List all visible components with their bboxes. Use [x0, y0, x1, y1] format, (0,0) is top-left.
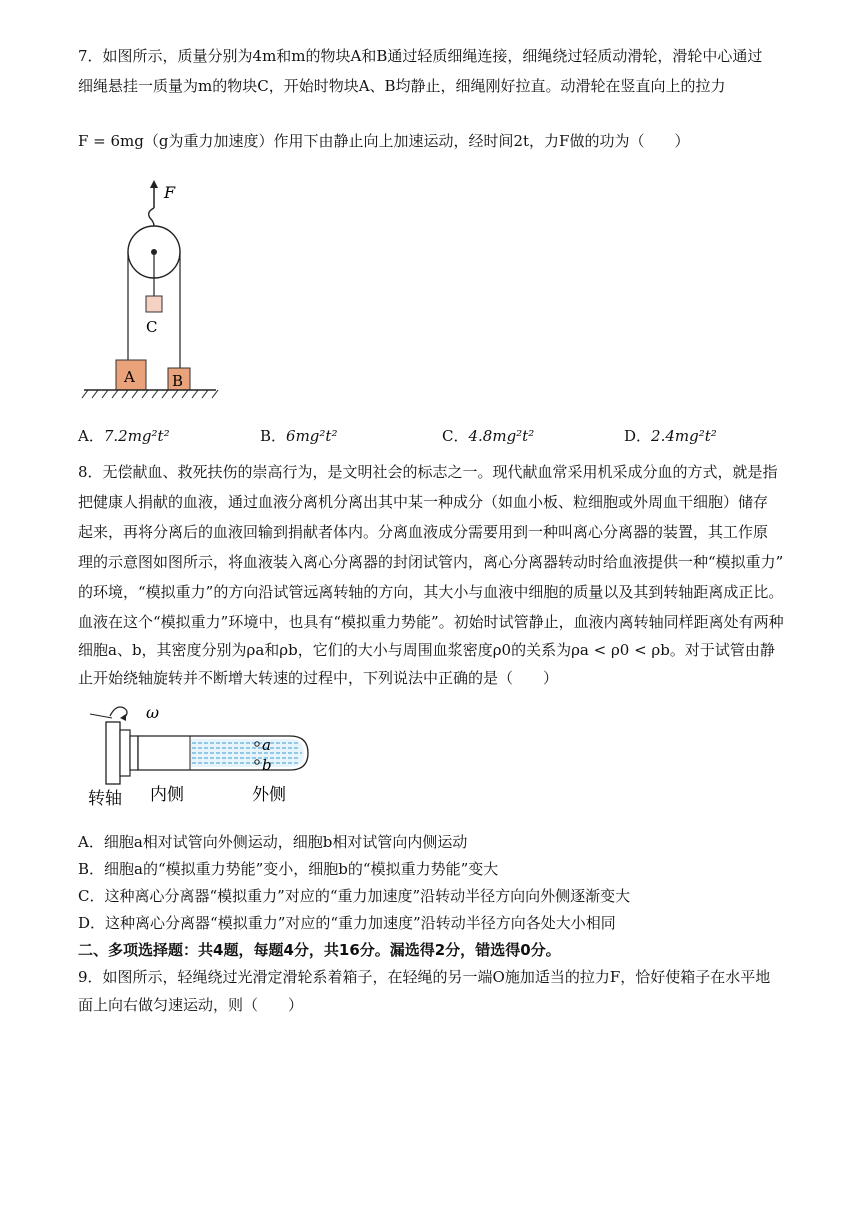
- q8-line-5: 的环境，“模拟重力”的方向沿试管远离转轴的方向，其大小与血液中细胞的质量以及其到转轴距离成正比。: [78, 583, 784, 601]
- q7-option-d[interactable]: D．2.4mg²t²: [624, 427, 717, 445]
- section-2-heading: 二、多项选择题：共4题，每题4分，共16分。漏选得2分，错选得0分。: [78, 941, 561, 959]
- block-a-label: A: [124, 368, 135, 386]
- force-label: F: [164, 183, 176, 202]
- q7-option-b[interactable]: B．6mg²t²: [260, 427, 338, 445]
- q8-line-7: 细胞a、b，其密度分别为ρa和ρb，它们的大小与周围血浆密度ρ0的关系为ρa < ρ0 < ρb。对于试管由静: [78, 641, 775, 659]
- q8-line-6: 血液在这个“模拟重力”环境中，也具有“模拟重力势能”。初始时试管静止，血液内离转轴同样距离处有两种: [78, 613, 784, 631]
- q9-line-1: 9．如图所示，轻绳绕过光滑定滑轮系着箱子，在轻绳的另一端O施加适当的拉力F，恰好使箱子在水平地: [78, 968, 771, 986]
- q7-line-1: 7．如图所示，质量分别为4m和m的物块A和B通过轻质细绳连接，细绳绕过轻质动滑轮，滑轮中心通过: [78, 47, 763, 65]
- q8-line-8: 止开始绕轴旋转并不断增大转速的过程中，下列说法中正确的是（ ）: [78, 669, 559, 687]
- q8-line-2: 把健康人捐献的血液，通过血液分离机分离出其中某一种成分（如血小板、粒细胞或外周血干细胞）储存: [78, 493, 769, 511]
- q7-option-c[interactable]: C．4.8mg²t²: [442, 427, 535, 445]
- omega-label: ω: [146, 703, 160, 722]
- centrifuge-figure: [80, 700, 330, 810]
- q8-line-1: 8．无偿献血、救死扶伤的崇高行为，是文明社会的标志之一。现代献血常采用机采成分血的方式，就是指: [78, 463, 778, 481]
- q7-line-3: F = 6mg（g为重力加速度）作用下由静止向上加速运动，经时间2t，力F做的功为（ ）: [78, 132, 690, 150]
- q9-line-2: 面上向右做匀速运动，则（ ）: [78, 996, 304, 1014]
- block-b-label: B: [172, 372, 184, 390]
- q8-line-4: 理的示意图如图所示，将血液装入离心分离器的封闭试管内，离心分离器转动时给血液提供一种“模拟重力”: [78, 553, 784, 571]
- q7-line-2: 细绳悬挂一质量为m的物块C，开始时物块A、B均静止，细绳刚好拉直。动滑轮在竖直向上的拉力: [78, 77, 726, 95]
- outer-label: 外侧: [252, 785, 286, 805]
- q8-option-a[interactable]: A．细胞a相对试管向外侧运动，细胞b相对试管向内侧运动: [78, 833, 468, 851]
- q8-line-3: 起来，再将分离后的血液回输到捐献者体内。分离血液成分需要用到一种叫离心分离器的装置，其工作原: [78, 523, 769, 541]
- cell-a-label: a: [262, 736, 271, 754]
- inner-label: 内侧: [150, 785, 184, 805]
- q8-option-d[interactable]: D．这种离心分离器“模拟重力”对应的“重力加速度”沿转动半径方向各处大小相同: [78, 914, 616, 932]
- q8-option-b[interactable]: B．细胞a的“模拟重力势能”变小，细胞b的“模拟重力势能”变大: [78, 860, 499, 878]
- axis-label: 转轴: [88, 789, 122, 809]
- pulley-figure: [80, 178, 220, 403]
- q7-option-a[interactable]: A．7.2mg²t²: [78, 427, 170, 445]
- q8-option-c[interactable]: C．这种离心分离器“模拟重力”对应的“重力加速度”沿转动半径方向向外侧逐渐变大: [78, 887, 631, 905]
- block-c-label: C: [146, 318, 158, 336]
- cell-b-label: b: [262, 756, 272, 774]
